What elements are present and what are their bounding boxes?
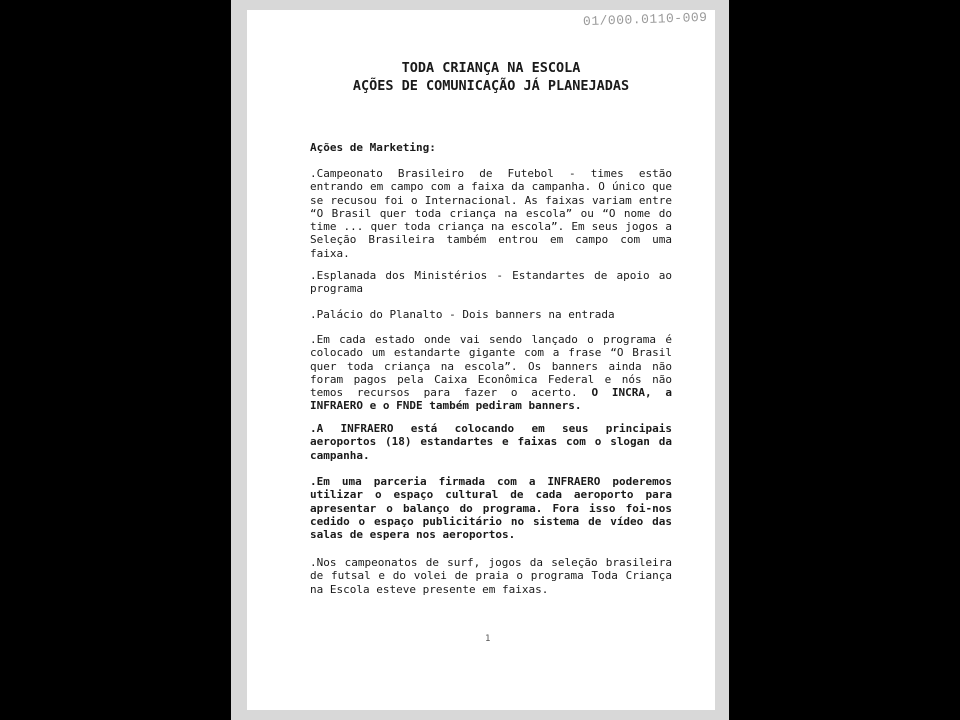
paragraph-esplanada: .Esplanada dos Ministérios - Estandartes de apoio ao programa	[310, 269, 672, 296]
paragraph-estandarte-text: .Em cada estado onde vai sendo lançado o programa é colocado um estandarte gigante com a frase “O Brasil quer toda criança na escola”. Os banners ainda não foram pagos pela Caixa Econômica Federal e nós não temos recursos para fazer o acerto.	[310, 333, 672, 400]
paragraph-infraero-parceria: .Em uma parceria firmada com a INFRAERO poderemos utilizar o espaço cultural de cada aeroporto para apresentar o balanço do programa. Fora isso foi-nos cedido o espaço publicitário no sistema de vídeo das salas de espera nos aeroportos.	[310, 475, 672, 542]
paragraph-campeonatos: .Nos campeonatos de surf, jogos da seleção brasileira de futsal e do volei de praia o programa Toda Criança na Escola esteve presente em faixas.	[310, 556, 672, 596]
paragraph-futebol: .Campeonato Brasileiro de Futebol - times estão entrando em campo com a faixa da campanha. O único que se recusou foi o Internacional. As faixas variam entre “O Brasil quer toda criança na escola” ou “O nome do time ... quer toda criança na escola”. Em seus jogos a Seleção Brasileira também entrou em campo com uma faixa.	[310, 167, 672, 260]
paragraph-planalto: .Palácio do Planalto - Dois banners na entrada	[310, 308, 615, 321]
paragraph-infraero-estandartes: .A INFRAERO está colocando em seus principais aeroportos (18) estandartes e faixas com o slogan da campanha.	[310, 422, 672, 462]
paragraph-estandarte-bold-tail: O INCRA, a INFRAERO e o FNDE também pediram banners.	[310, 386, 672, 413]
document-title-line1: TODA CRIANÇA NA ESCOLA	[401, 60, 581, 76]
document-stamp: 01/000.0110-009	[582, 9, 708, 30]
section-heading: Ações de Marketing:	[310, 141, 436, 154]
document-title-line2: AÇÕES DE COMUNICAÇÃO JÁ PLANEJADAS	[352, 78, 630, 94]
page-number: 1	[485, 634, 491, 644]
document-page	[247, 10, 715, 710]
paragraph-estandarte	[310, 333, 672, 413]
